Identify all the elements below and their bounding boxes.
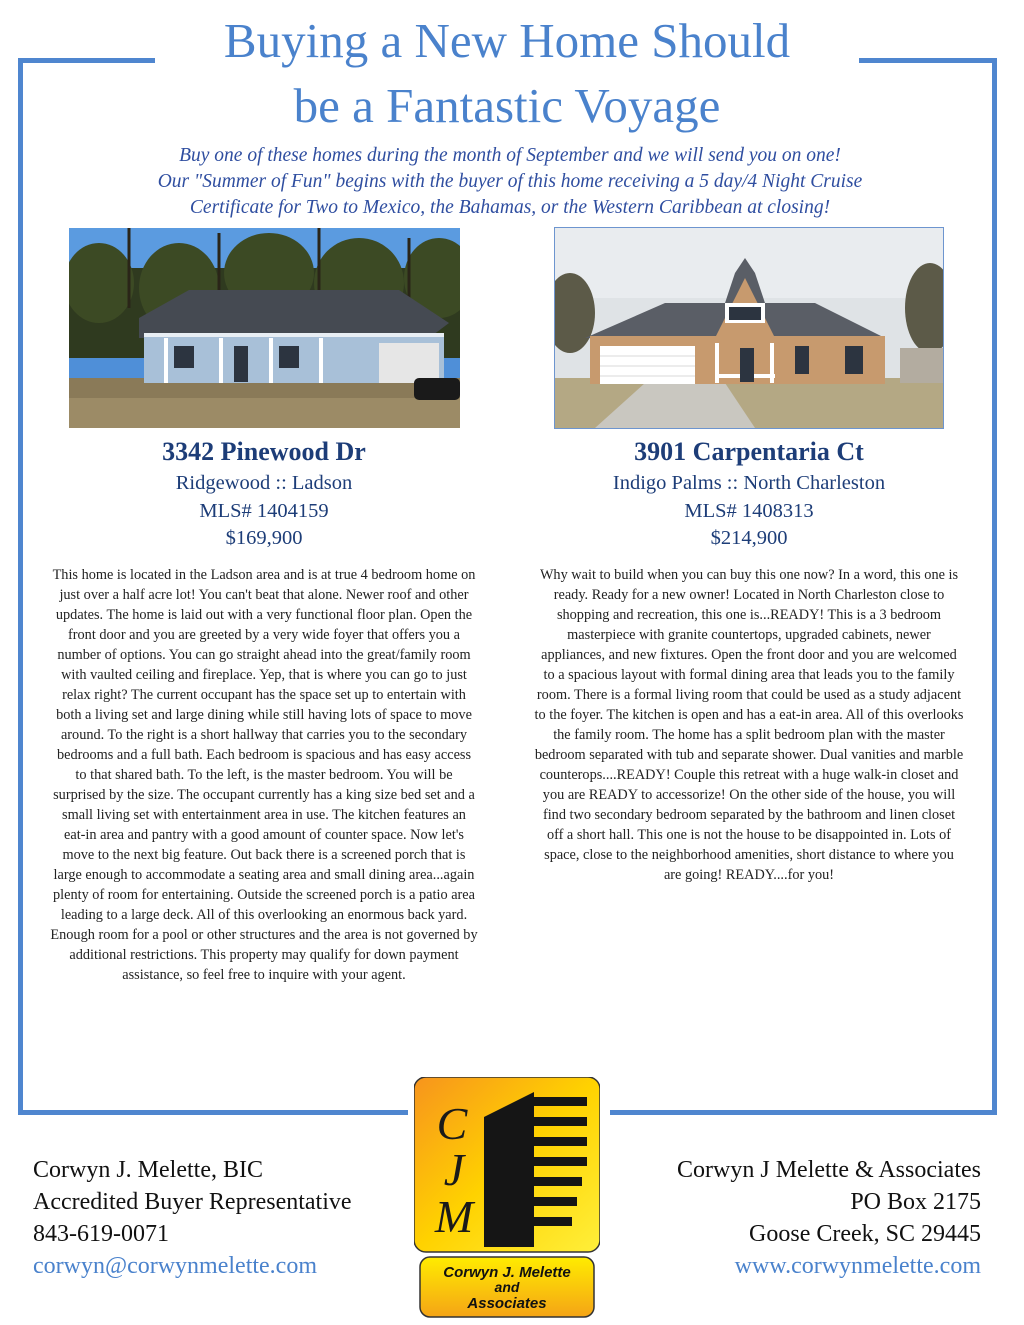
listing-description-1: This home is located in the Ladson area and is at true 4 bedroom home on just over a half acre lot! You can't beat that alone. Newer roof and other updates. The home is laid out with a very functional floor plan. Open the front door and you are greeted by a very wide foyer that offers you a number of options. You can go straight ahead into the great/family room with vaulted ceiling and fireplace. Yep, that is where you can go to just relax right? The current occupant has the space set up to entertain with both a living set and large dining while still having lots of space to move around. To the right is a short hallway that carries you to the secondary bedrooms and a full bath. Each bedroom is spacious and has easy access to that shared bath. To the left, is the master bedroom. You will be surprised by the size. The occupant currently has a king size bed set and a small living set with entertainment area in use. The kitchen features an eat-in area and pantry with a good amount of counter space. Now let's move to the next big feature. Out back there is a screened porch that is large enough to accommodate a seating area and small dining area...again plenty of room for entertaining. Outside the screened porch is a patio area leading to a large deck. All of this overlooking an enormous back yard. Enough room for a pool or other structures and the area is not governed by additional restrictions. This property may qualify for down payment assistance, so feel free to inquire with your agent. <box>50 567 478 983</box>
frame-top-left <box>18 58 155 63</box>
listing-price-1: $169,900 <box>225 527 303 549</box>
agent-name: Corwyn J. Melette, BIC <box>33 1157 263 1183</box>
promo-line-1: Buy one of these homes during the month of September and we will send you on one! <box>179 145 841 166</box>
house-photo-carpentaria <box>554 227 944 429</box>
frame-top-right <box>859 58 997 63</box>
frame-bottom-right <box>610 1110 997 1115</box>
page-title-line2: be a Fantastic Voyage <box>293 78 721 133</box>
svg-text:J: J <box>443 1144 465 1195</box>
company-contact <box>601 1154 981 1282</box>
logo-line-3: Associates <box>467 1295 547 1312</box>
listing-address-1: 3342 Pinewood Dr <box>162 437 366 466</box>
agent-contact <box>33 1154 413 1282</box>
svg-text:C: C <box>436 1098 468 1149</box>
agent-phone[interactable]: 843-619-0071 <box>33 1221 169 1247</box>
listing-mls-2: MLS# 1408313 <box>684 499 814 522</box>
listing-info-1 <box>64 470 464 553</box>
listing-mls-1: MLS# 1404159 <box>199 499 329 522</box>
company-po-box: PO Box 2175 <box>850 1189 981 1215</box>
listing-info-2 <box>549 470 949 553</box>
house-photo-pinewood <box>69 228 460 428</box>
agent-email-link[interactable]: corwyn@corwynmelette.com <box>33 1253 318 1279</box>
promo-line-2: Our "Summer of Fun" begins with the buyer of this home receiving a 5 day/4 Night Cruise <box>157 171 863 192</box>
page-title-line1: Buying a New Home Should <box>223 13 791 68</box>
agent-title: Accredited Buyer Representative <box>33 1189 352 1215</box>
promo-text <box>60 143 960 221</box>
svg-text:M: M <box>434 1191 474 1242</box>
listing-area-1: Ridgewood :: Ladson <box>175 472 353 494</box>
company-name: Corwyn J Melette & Associates <box>677 1157 981 1183</box>
company-city: Goose Creek, SC 29445 <box>749 1221 981 1247</box>
listing-price-2: $214,900 <box>710 527 788 549</box>
frame-right <box>992 58 997 1115</box>
frame-bottom-left <box>18 1110 408 1115</box>
listing-area-2: Indigo Palms :: North Charleston <box>612 472 886 494</box>
logo-line-1: Corwyn J. Melette <box>443 1264 571 1281</box>
frame-left <box>18 58 23 1115</box>
company-logo <box>414 1077 600 1320</box>
company-website-link[interactable]: www.corwynmelette.com <box>734 1253 981 1279</box>
logo-line-2: and <box>494 1279 520 1295</box>
listing-description-2: Why wait to build when you can buy this one now? In a word, this one is ready. Ready for a new owner! Located in North Charleston close to shopping and recreation, this one is...READY! This is a 3 bedroom masterpiece with granite countertops, upgraded cabinets, newer appliances, and new fixtures. Open the front door and you are welcomed to a spacious layout with formal dining area that leads you to the family room. There is a formal living room that could be used as a study adjacent to the foyer. The kitchen is open and has a eat-in area. All of this overlooks the family room. The home has a split bedroom plan with the master bedroom separated with tub and separate shower. Dual vanities and marble counterops....READY! Couple this retreat with a huge walk-in closet and you are READY to accessorize! On the other side of the house, you will find two secondary bedroom separated by the bathroom and linen closet off a short hall. This one is not the house to be disappointed in. Lots of space, close to the neighborhood amenities, short distance to where you are going! READY....for you! <box>534 567 964 883</box>
promo-line-3: Certificate for Two to Mexico, the Bahamas, or the Western Caribbean at closing! <box>189 197 831 218</box>
listing-address-2: 3901 Carpentaria Ct <box>634 437 864 466</box>
